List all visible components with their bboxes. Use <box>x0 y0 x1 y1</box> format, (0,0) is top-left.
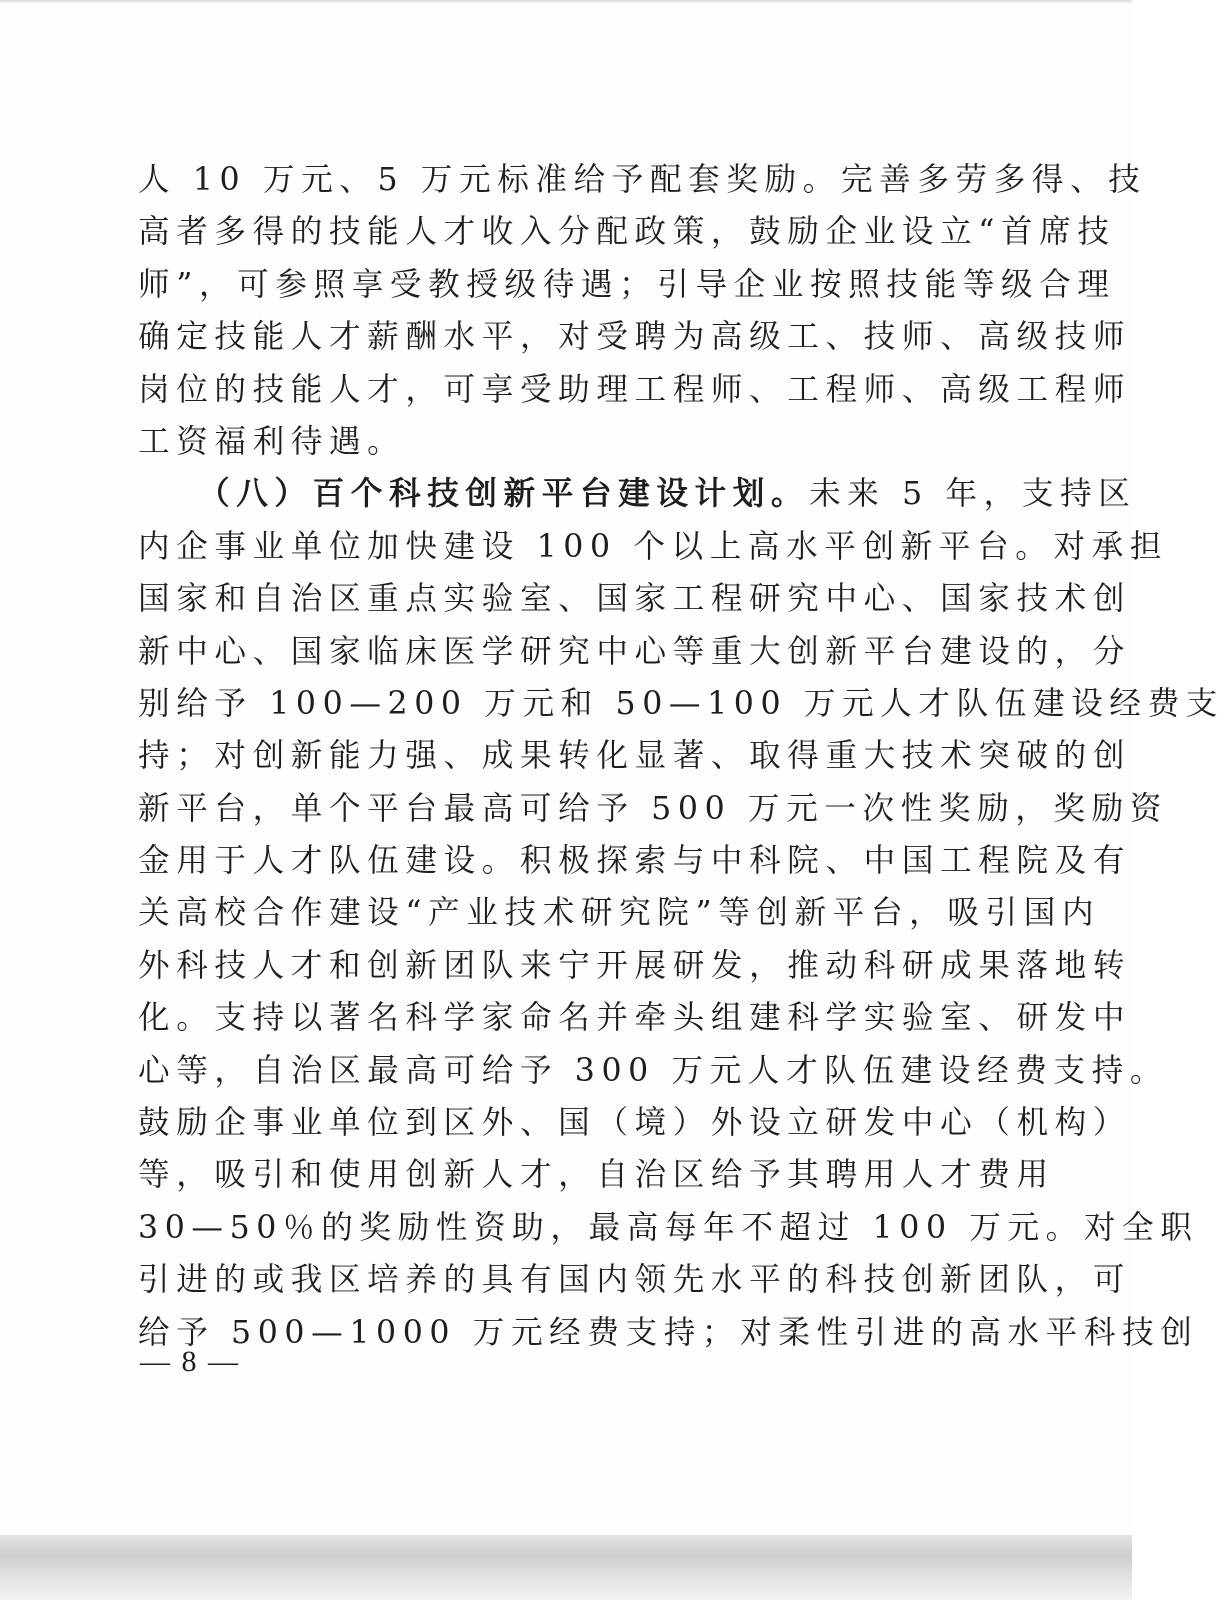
text-line: 鼓励企事业单位到区外、国（境）外设立研发中心（机构） <box>138 1105 1132 1142</box>
text-line: 等，吸引和使用创新人才，自治区给予其聘用人才费用 <box>138 1157 1055 1194</box>
section-first-line <box>138 468 1137 520</box>
text-line: 持；对创新能力强、成果转化显著、取得重大技术突破的创 <box>138 738 1132 775</box>
text-line: 30—50％的奖励性资助，最高每年不超过 100 万元。对全职 <box>138 1209 1199 1246</box>
document-body <box>138 154 1224 1359</box>
text-line: 心等，自治区最高可给予 300 万元人才队伍建设经费支持。 <box>138 1052 1169 1089</box>
text-line: 工资福利待遇。 <box>138 423 406 460</box>
scan-bottom-shadow <box>0 1555 1132 1600</box>
text-line: 师”，可参照享受教授级待遇；引导企业按照技能等级合理 <box>138 266 1116 303</box>
text-line: 引进的或我区培养的具有国内领先水平的科技创新团队，可 <box>138 1262 1132 1299</box>
page-number: — 8 — <box>140 1345 240 1378</box>
text-line: 外科技人才和创新团队来宁开展研发，推动科研成果落地转 <box>138 947 1132 984</box>
text-line: 化。支持以著名科学家命名并牵头组建科学实验室、研发中 <box>138 1000 1132 1037</box>
text-line: 关高校合作建设“产业技术研究院”等创新平台，吸引国内 <box>138 895 1101 932</box>
text-line: 高者多得的技能人才收入分配政策，鼓励企业设立“首席技 <box>138 214 1116 251</box>
text-line: 人 10 万元、5 万元标准给予配套奖励。完善多劳多得、技 <box>138 162 1147 198</box>
text-line: 金用于人才队伍建设。积极探索与中科院、中国工程院及有 <box>138 843 1132 880</box>
text-line: 别给予 100—200 万元和 50—100 万元人才队伍建设经费支 <box>138 685 1224 722</box>
text-line: 内企事业单位加快建设 100 个以上高水平创新平台。对承担 <box>138 528 1169 565</box>
scan-top-edge <box>0 0 1132 4</box>
text-line: 新中心、国家临床医学研究中心等重大创新平台建设的，分 <box>138 633 1132 670</box>
text-line: 国家和自治区重点实验室、国家工程研究中心、国家技术创 <box>138 581 1132 618</box>
section-first-line-text: 未来 5 年，支持区 <box>809 476 1137 513</box>
text-line: 岗位的技能人才，可享受助理工程师、工程师、高级工程师 <box>138 371 1132 408</box>
section-heading: （八）百个科技创新平台建设计划。 <box>198 476 810 513</box>
text-line: 给予 500—1000 万元经费支持；对柔性引进的高水平科技创 <box>138 1314 1199 1351</box>
scan-bottom-band <box>0 1535 1132 1555</box>
text-line: 新平台，单个平台最高可给予 500 万元一次性奖励，奖励资 <box>138 790 1169 827</box>
text-line: 确定技能人才薪酬水平，对受聘为高级工、技师、高级技师 <box>138 319 1132 356</box>
